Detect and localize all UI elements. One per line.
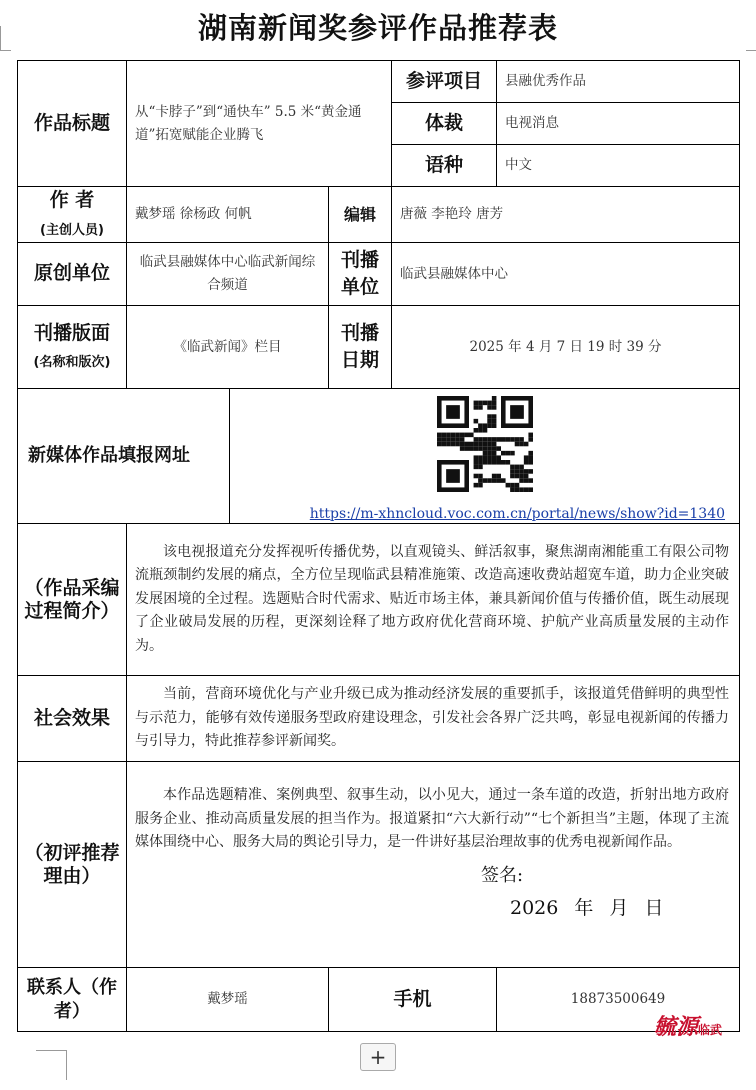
language-value: 中文 [497,145,740,187]
editor-label: 编辑 [329,187,392,243]
signature-label: 签名: [481,864,524,886]
publish-date-value: 2025 年 4 月 7 日 19 时 39 分 [392,306,740,389]
intro-text: 该电视报道充分发挥视听传播优势，以直观镜头、鲜活叙事，聚焦湖南湘能重工有限公司物流瓶颈制约发展的痛点，全方位呈现临武县精准施策、改造高速收费站超宽车道，助力企业突破发展困境的全过程。选题贴合时代需求、贴近市场主体，兼具新闻价值与传播价值，既生动展现了企业破局发展的历程，更深刻诠释了地方政府优化营商环境、护航产业高质量发展的主动作为。 [127,524,740,676]
work-title-label: 作品标题 [18,61,127,187]
page-corner-mark [0,26,11,51]
author-value: 戴梦瑶 徐杨政 何帆 [127,187,329,243]
phone-value: 18873500649 [497,968,740,1032]
qr-code-icon [437,396,533,492]
publish-version-label [18,306,127,389]
recommendation-form [17,60,740,1032]
newmedia-url-label: 新媒体作品填报网址 [18,389,230,524]
contact-label: 联系人（作者） [18,968,127,1032]
genre-label: 体裁 [392,103,497,145]
publish-version-label-text: 刊播版面 [33,321,110,344]
publish-version-value: 《临武新闻》栏目 [127,306,329,389]
review-date: 2026 年 月 日 [510,896,664,919]
intro-label: （作品采编过程简介） [18,524,127,676]
category-item-label: 参评项目 [392,61,497,103]
newmedia-url-link[interactable]: https://m-xhncloud.voc.com.cn/portal/news/show?id=1340 [309,506,726,523]
page-corner-mark [746,26,756,51]
language-label: 语种 [392,145,497,187]
author-label-sub: (主创人员) [40,222,104,238]
review-cell [127,762,740,968]
page-corner-mark [36,1050,66,1061]
work-title-value: 从“卡脖子”到“通快车” 5.5 米“黄金通道”拓宽赋能企业腾飞 [127,61,392,187]
review-text: 本作品选题精准、案例典型、叙事生动，以小见大，通过一条车道的改造，折射出地方政府服务企业、推动高质量发展的担当作为。报道紧扣“六大新行动”“七个新担当”主题，体现了主流媒体围绕中心、服务大局的舆论引导力，是一件讲好基层治理故事的优秀电视新闻作品。 [135,787,730,851]
phone-label: 手机 [329,968,497,1032]
add-page-button[interactable] [360,1043,396,1071]
origin-unit-value: 临武县融媒体中心临武新闻综合频道 [127,243,329,306]
category-item-value: 县融优秀作品 [497,61,740,103]
review-label: （初评推荐理由） [18,762,127,968]
logo-main: 毓源 [654,1014,699,1040]
page-corner-mark [66,1050,77,1080]
publish-unit-value: 临武县融媒体中心 [392,243,740,306]
page-title: 湖南新闻奖参评作品推荐表 [197,11,558,45]
effect-label: 社会效果 [18,676,127,762]
editor-value: 唐薇 李艳玲 唐芳 [392,187,740,243]
contact-value: 戴梦瑶 [127,968,329,1032]
author-label-text: 作 者 [49,189,95,211]
plus-icon: + [369,1045,387,1069]
logo [654,1010,722,1041]
origin-unit-label: 原创单位 [18,243,127,306]
genre-value: 电视消息 [497,103,740,145]
publish-unit-label: 刊播单位 [329,243,392,306]
author-label [18,187,127,243]
publish-date-label: 刊播日期 [329,306,392,389]
effect-text: 当前，营商环境优化与产业升级已成为推动经济发展的重要抓手，该报道凭借鲜明的典型性与示范力，能够有效传递服务型政府建设理念，引发社会各界广泛共鸣，彰显电视新闻的传播力与引导力，特此推荐参评新闻奖。 [127,676,740,762]
logo-sub: 临武 [698,1023,723,1037]
publish-version-label-sub: (名称和版次) [33,355,111,371]
newmedia-url-cell [230,389,740,524]
